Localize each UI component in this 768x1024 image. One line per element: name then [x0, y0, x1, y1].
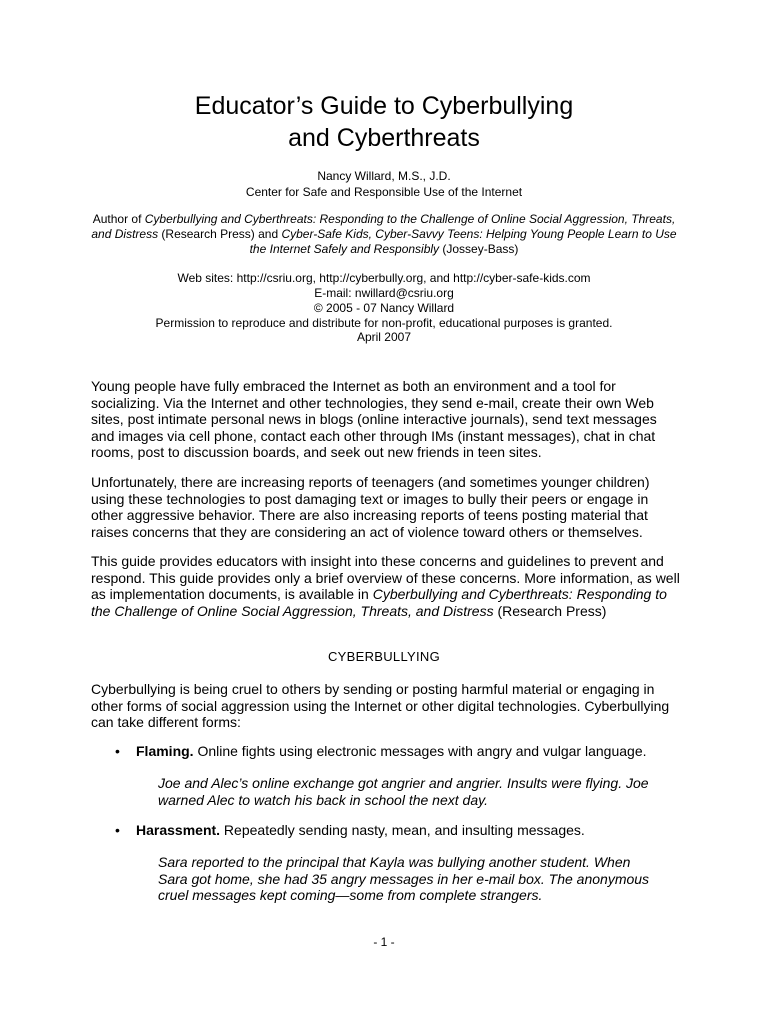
intro-paragraph-2: Unfortunately, there are increasing reports of teenagers (and sometimes younger children) using these technologies to post damaging text or images to bully their peers or engage in other aggressive behavior. There are also increasing reports of teens posting material that raises concerns that they are considering an act of violence toward others or themselves. — [91, 474, 650, 540]
email-line: E-mail: nwillard@csriu.org — [314, 286, 454, 300]
example-flaming: Joe and Alec’s online exchange got angrier and angrier. Insults were flying. Joe warned Alec to watch his back in school the next day. — [158, 775, 649, 808]
author-organization: Center for Safe and Responsible Use of the Internet — [245, 185, 523, 199]
bullet-icon: • — [115, 743, 120, 759]
book-1-publisher: (Research Press) and — [158, 227, 282, 241]
intro-paragraph-1: Young people have fully embraced the Internet as both an environment and a tool for socializing. Via the Internet and other technologies, they send e-mail, create their own Web sites, post intimate personal news in blogs (online interactive journals), send text messages and images via cell phone, contact each other through IMs (instant messages), chat in chat rooms, post to discussion boards, and seek out new friends in teen sites. — [91, 378, 657, 460]
form-description: Online fights using electronic messages with angry and vulgar language. — [193, 743, 647, 759]
websites-line: Web sites: http://csriu.org, http://cyberbully.org, and http://cyber-safe-kids.com — [177, 271, 591, 285]
intro-paragraph-3-tail: (Research Press) — [493, 602, 607, 619]
author-books-prefix: Author of — [92, 212, 145, 226]
permission-line: Permission to reproduce and distribute for non-profit, educational purposes is granted. — [155, 316, 613, 330]
page-number: - 1 - — [373, 935, 395, 949]
form-description: Repeatedly sending nasty, mean, and insulting messages. — [220, 822, 585, 838]
form-term: Flaming. — [136, 743, 194, 759]
title-line-1: Educator’s Guide to Cyberbullying — [194, 92, 574, 120]
document-title — [0, 90, 768, 154]
book-1-title: Cyberbullying and Cyberthreats: Responding to the Challenge of Online Social Aggression, Threats, and Distress — [91, 212, 676, 241]
section-definition: Cyberbullying is being cruel to others by sending or posting harmful material or engaging in other forms of social aggression using the Internet or other digital technologies. Cyberbullying can take different forms: — [91, 681, 670, 730]
copyright-line: © 2005 - 07 Nancy Willard — [313, 301, 455, 315]
book-2-title: Cyber-Safe Kids, Cyber-Savvy Teens: Helping Young People Learn to Use the Internet Safely and Responsibly — [249, 227, 677, 256]
book-2-publisher: (Jossey-Bass) — [439, 242, 519, 256]
section-heading: CYBERBULLYING — [327, 649, 441, 664]
intro-paragraph-3 — [91, 553, 681, 619]
author-books — [90, 212, 678, 257]
example-harassment: Sara reported to the principal that Kayla was bullying another student. When Sara got home, she had 35 angry messages in her e-mail box. The anonymous cruel messages kept coming—some from complete strangers. — [158, 854, 650, 903]
bullet-icon: • — [115, 822, 120, 838]
date-line: April 2007 — [356, 330, 412, 344]
author-name: Nancy Willard, M.S., J.D. — [317, 169, 451, 183]
intro-paragraph-3-lead: This guide provides educators with insight into these concerns and guidelines to prevent and respond. This guide provides only a brief overview of these concerns. More information, as well as implementation documents, is available in — [91, 553, 680, 602]
intro-paragraph-3-book: Cyberbullying and Cyberthreats: Responding to the Challenge of Online Social Aggression, Threats, and Distress — [91, 586, 667, 619]
title-line-2: and Cyberthreats — [288, 124, 480, 152]
form-term: Harassment. — [136, 822, 221, 838]
